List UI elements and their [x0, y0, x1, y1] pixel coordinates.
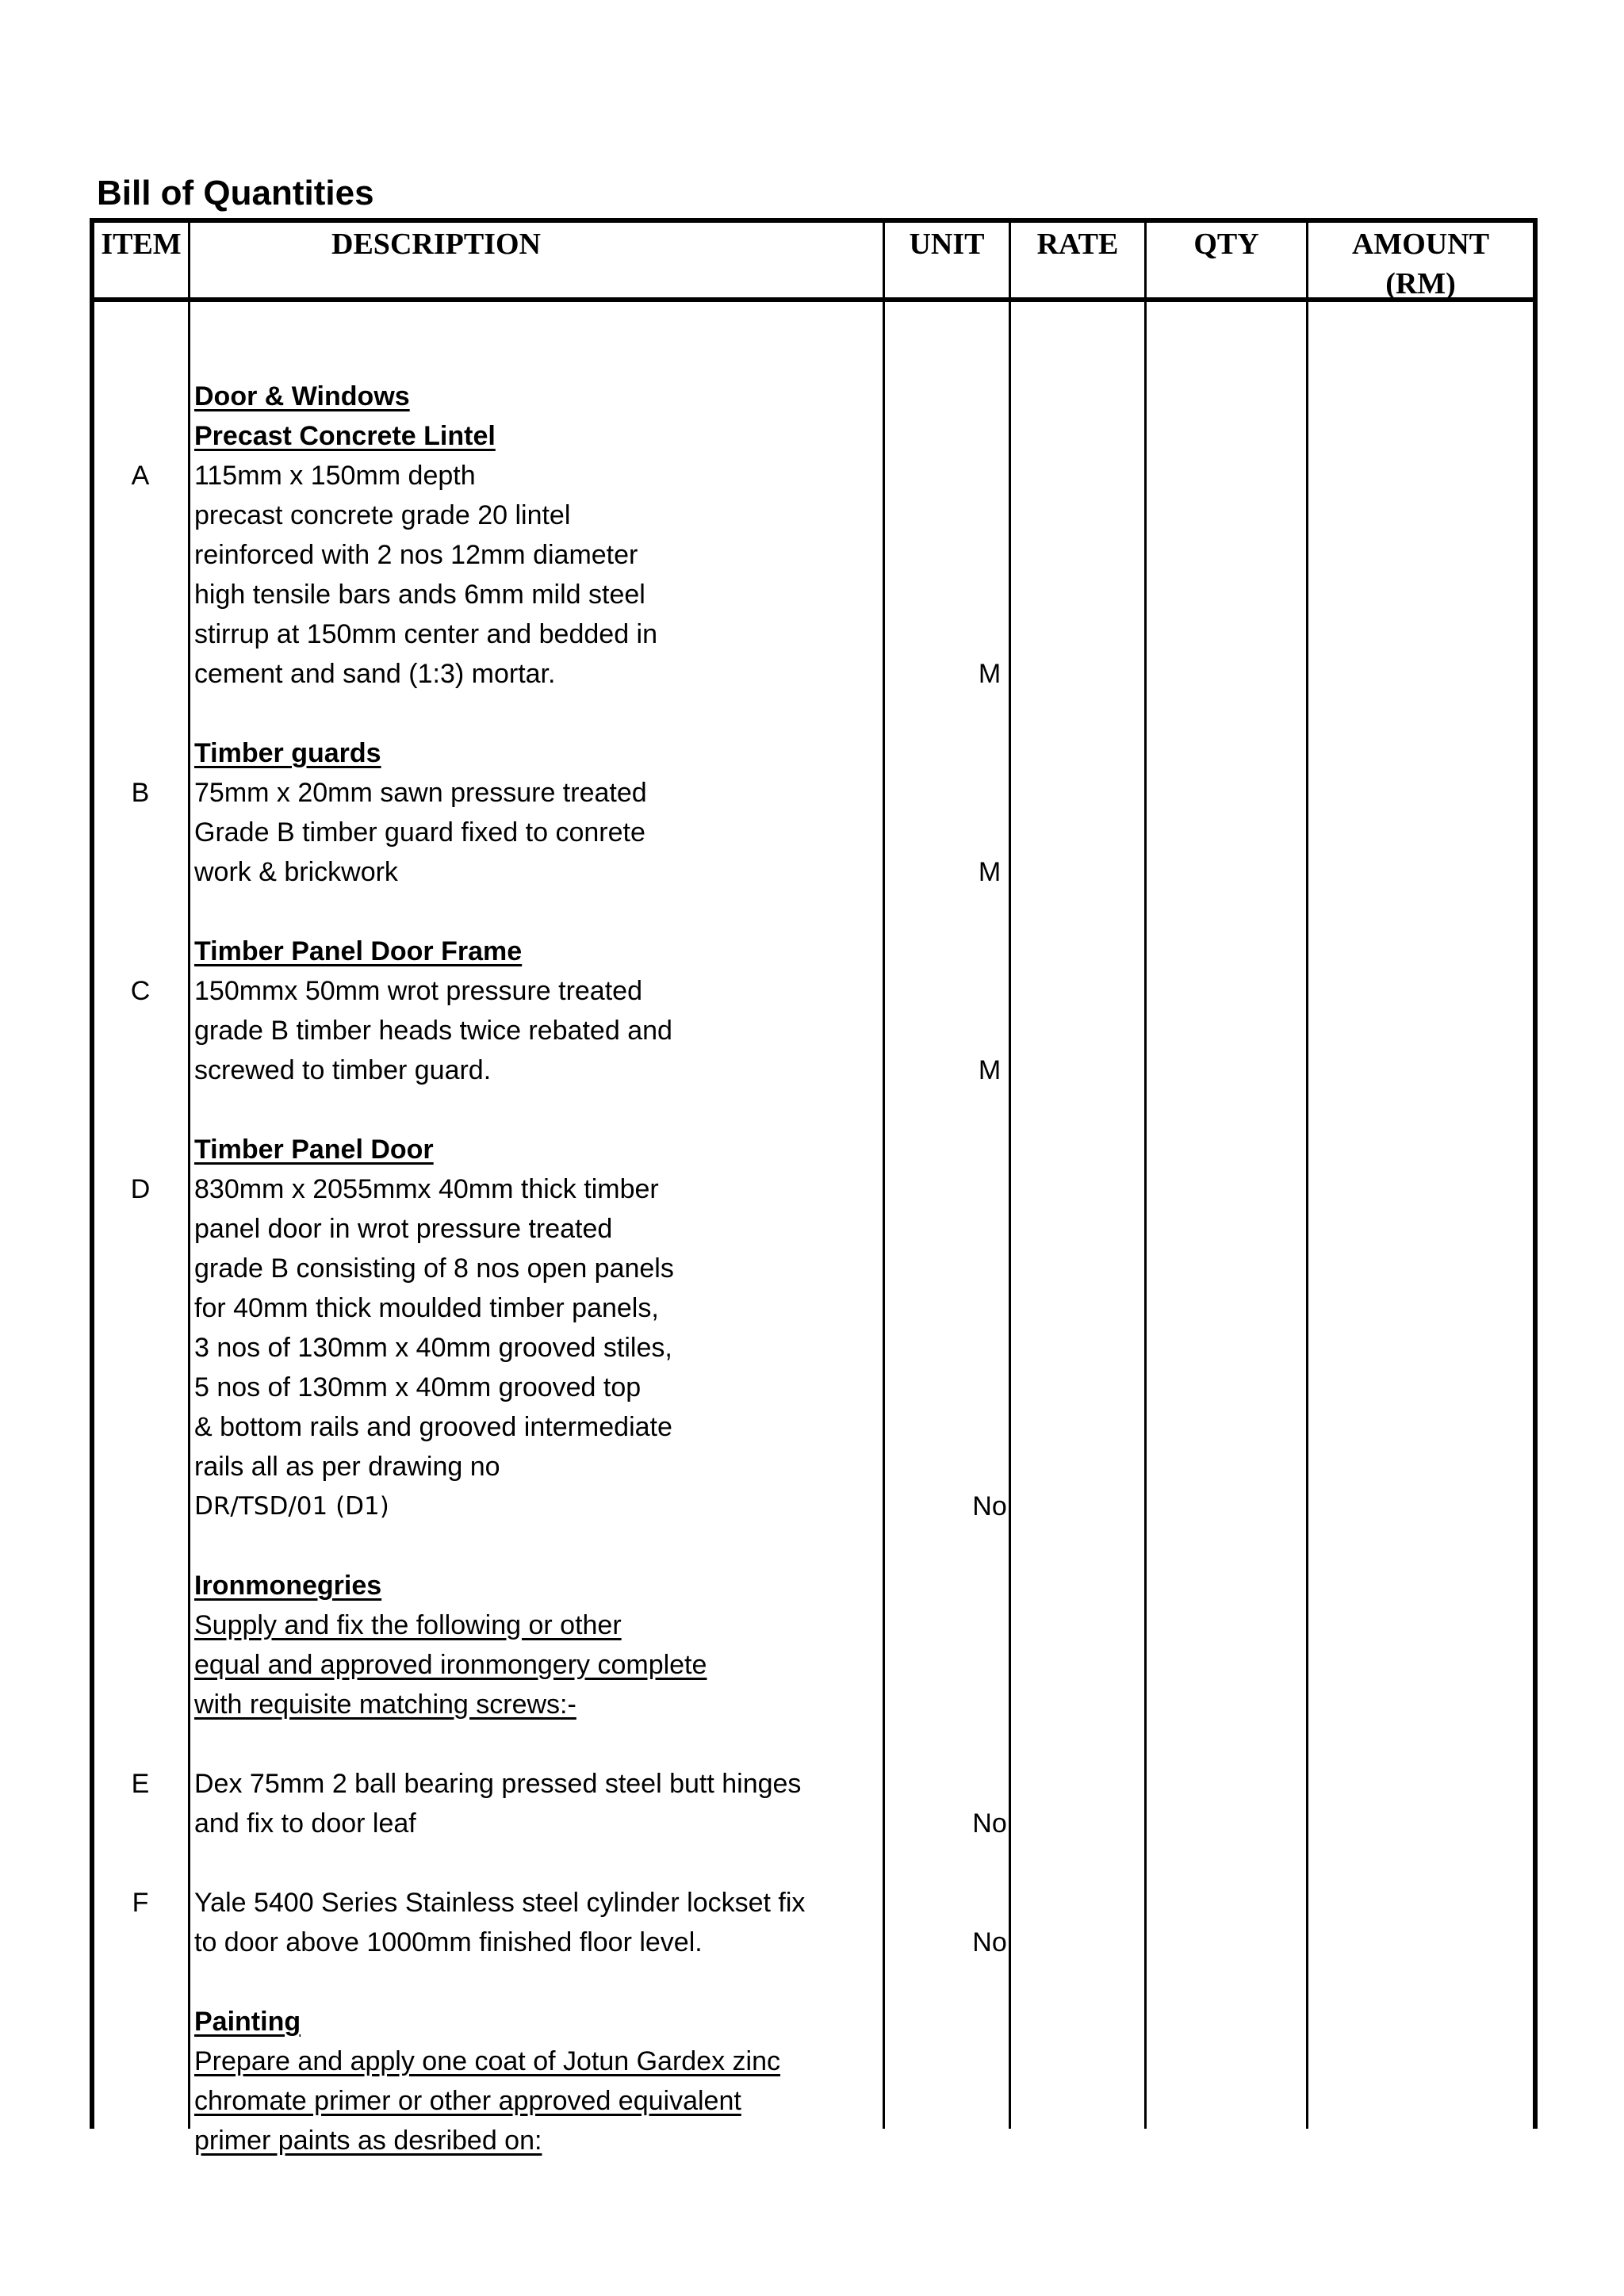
item-code: F: [132, 1888, 149, 1918]
section-heading: Timber Panel Door: [194, 1135, 434, 1165]
unit-value: M: [978, 857, 1002, 887]
table-row: [90, 773, 1538, 813]
description-text: 115mm x 150mm depth: [194, 461, 476, 491]
table-row: [90, 1843, 1538, 1883]
table-row: [90, 733, 1538, 773]
table-row: [90, 694, 1538, 733]
table-row: [90, 1645, 1538, 1685]
boq-rows: [90, 337, 1538, 2160]
description-text: 830mm x 2055mmx 40mm thick timber: [194, 1174, 659, 1204]
section-heading: Ironmonegries: [194, 1571, 382, 1601]
table-row: [90, 535, 1538, 575]
description-text: panel door in wrot pressure treated: [194, 1214, 613, 1244]
table-row: [90, 1209, 1538, 1249]
description-text: Grade B timber guard fixed to conrete: [194, 817, 645, 848]
table-row: [90, 1487, 1538, 1526]
description-text: stirrup at 150mm center and bedded in: [194, 619, 658, 649]
description-text: Yale 5400 Series Stainless steel cylinder lockset fix: [194, 1888, 806, 1918]
table-row: [90, 416, 1538, 456]
description-text: Prepare and apply one coat of Jotun Gardex zinc: [194, 2046, 781, 2076]
table-row: [90, 1249, 1538, 1288]
section-heading: Precast Concrete Lintel: [194, 421, 496, 451]
description-text: grade B consisting of 8 nos open panels: [194, 1253, 674, 1284]
table-row: [90, 1368, 1538, 1407]
table-row: [90, 1883, 1538, 1923]
table-row: [90, 1804, 1538, 1843]
table-row: [90, 1050, 1538, 1090]
unit-value: M: [978, 1055, 1002, 1085]
section-heading: Painting: [194, 2007, 301, 2037]
description-text: 150mmx 50mm wrot pressure treated: [194, 976, 642, 1006]
table-row: [90, 2002, 1538, 2042]
item-code: E: [131, 1769, 150, 1799]
table-row: [90, 377, 1538, 416]
table-row: [90, 932, 1538, 971]
description-text: chromate primer or other approved equivalent: [194, 2086, 741, 2116]
column-header-unit: UNIT: [909, 228, 985, 261]
description-text: to door above 1000mm finished floor level.: [194, 1927, 703, 1957]
table-row: [90, 2121, 1538, 2160]
item-code: D: [130, 1174, 151, 1204]
description-text: & bottom rails and grooved intermediate: [194, 1412, 672, 1442]
description-text: high tensile bars ands 6mm mild steel: [194, 580, 645, 610]
description-text: precast concrete grade 20 lintel: [194, 500, 571, 530]
section-heading: Timber guards: [194, 738, 381, 768]
description-text: DR/TSD/01 (D1): [194, 1492, 389, 1521]
column-header-description: DESCRIPTION: [331, 228, 541, 261]
section-heading: Timber Panel Door Frame: [194, 936, 523, 966]
table-row: [90, 1447, 1538, 1487]
description-text: equal and approved ironmongery complete: [194, 1650, 707, 1680]
table-row: [90, 1407, 1538, 1447]
table-row: [90, 1090, 1538, 1130]
description-text: Dex 75mm 2 ball bearing pressed steel butt hinges: [194, 1769, 802, 1799]
description-text: 3 nos of 130mm x 40mm grooved stiles,: [194, 1333, 672, 1363]
description-text: 5 nos of 130mm x 40mm grooved top: [194, 1372, 642, 1402]
boq-table: [90, 218, 1538, 2156]
description-text: primer paints as desribed on:: [194, 2126, 542, 2156]
description-text: 75mm x 20mm sawn pressure treated: [194, 778, 647, 808]
table-row: [90, 575, 1538, 614]
unit-value: M: [978, 659, 1002, 689]
table-row: [90, 892, 1538, 932]
section-heading: Door & Windows: [194, 381, 410, 411]
description-text: screwed to timber guard.: [194, 1055, 492, 1085]
item-code: B: [131, 778, 150, 808]
table-row: [90, 1526, 1538, 1566]
table-row: [90, 1328, 1538, 1368]
table-row: [90, 1566, 1538, 1605]
column-header-item: ITEM: [101, 228, 182, 261]
description-text: with requisite matching screws:-: [194, 1689, 576, 1720]
column-header-rate: RATE: [1036, 228, 1119, 261]
table-row: [90, 971, 1538, 1011]
item-code: C: [130, 976, 151, 1006]
table-row: [90, 1169, 1538, 1209]
table-row: [90, 1724, 1538, 1764]
description-text: work & brickwork: [194, 857, 398, 887]
page-title: Bill of Quantities: [97, 174, 374, 212]
table-row: [90, 1685, 1538, 1724]
description-text: rails all as per drawing no: [194, 1452, 500, 1482]
table-row: [90, 813, 1538, 852]
table-row: [90, 852, 1538, 892]
description-text: Supply and fix the following or other: [194, 1610, 622, 1640]
table-row: [90, 1605, 1538, 1645]
table-row: [90, 614, 1538, 654]
description-text: reinforced with 2 nos 12mm diameter: [194, 540, 638, 570]
unit-value: No: [972, 1927, 1007, 1957]
description-text: cement and sand (1:3) mortar.: [194, 659, 556, 689]
table-row: [90, 1011, 1538, 1050]
item-code: A: [131, 461, 150, 491]
table-row: [90, 2042, 1538, 2081]
table-row: [90, 337, 1538, 377]
table-row: [90, 1923, 1538, 1962]
table-row: [90, 496, 1538, 535]
column-header-amount: AMOUNT (RM): [1351, 228, 1490, 300]
table-row: [90, 1130, 1538, 1169]
unit-value: No: [972, 1808, 1007, 1839]
description-text: and fix to door leaf: [194, 1808, 416, 1839]
table-row: [90, 654, 1538, 694]
table-row: [90, 456, 1538, 496]
table-row: [90, 1962, 1538, 2002]
description-text: grade B timber heads twice rebated and: [194, 1016, 672, 1046]
description-text: for 40mm thick moulded timber panels,: [194, 1293, 659, 1323]
table-row: [90, 2081, 1538, 2121]
table-row: [90, 1764, 1538, 1804]
unit-value: No: [972, 1491, 1007, 1521]
table-row: [90, 1288, 1538, 1328]
column-header-qty: QTY: [1193, 228, 1259, 261]
